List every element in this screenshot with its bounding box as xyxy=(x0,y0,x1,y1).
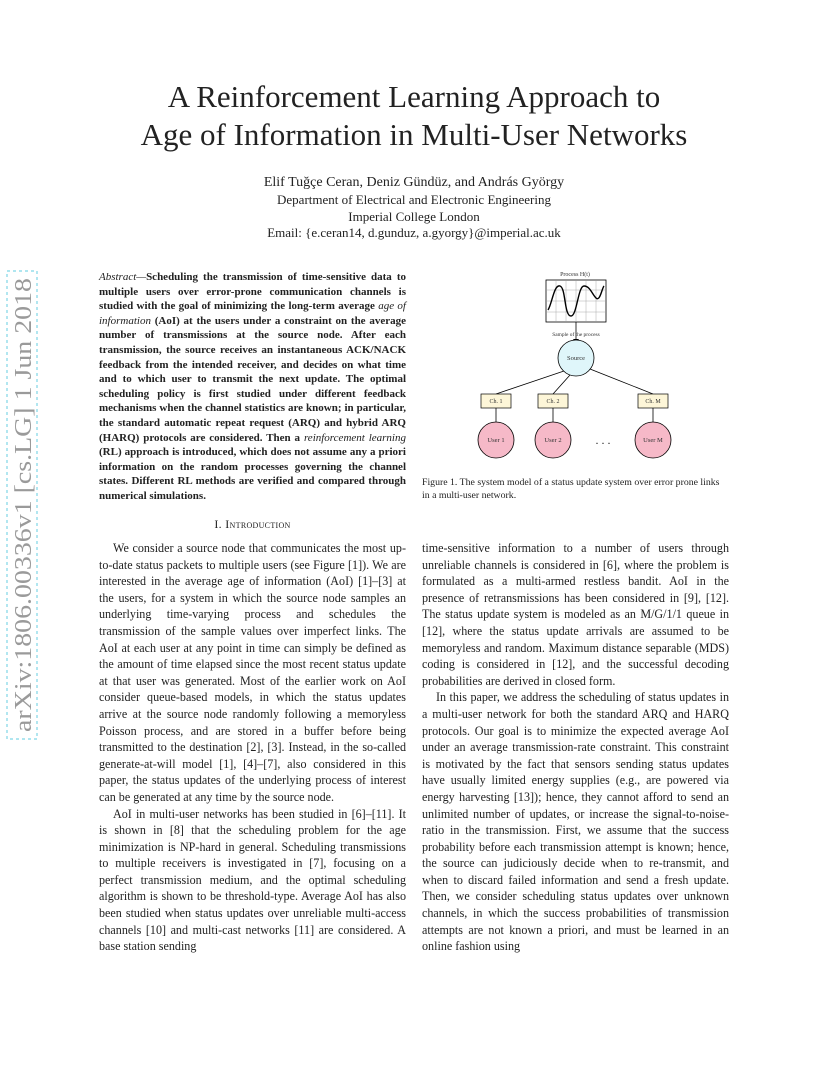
author-list: Elif Tuğçe Ceran, Deniz Gündüz, and András György xyxy=(263,175,565,190)
intro-left-column xyxy=(99,540,406,955)
source-label: Source xyxy=(566,355,586,362)
right-paragraph-1: time-sensitive information to a number of users through unreliable channels is considered in [6], where the problem is formulated as a multi-armed restless bandit. AoI in the presence of retransmissions has been considered in [9], [12]. The status update system is modeled as an M/G/1/1 queue in [12], where the status update arrivals are assumed to be memoryless and random. Maximum distance separable (MDS) coding is considered in [12], and the successful decoding probabilities are derived in closed form. xyxy=(422,541,729,688)
arxiv-id-text: arXiv:1806.00336v1 [cs.LG] 1 Jun 2018 xyxy=(11,341,37,732)
department: Department of Electrical and Electronic Engineering xyxy=(277,192,551,207)
channel-label-m: Ch. M xyxy=(645,399,661,405)
figure-caption: Figure 1. The system model of a status update system over error prone links in a multi-user network. xyxy=(422,477,720,501)
intro-paragraph-1: We consider a source node that communicates the most up-to-date status packets to multiple users (see Figure [1]). We are interested in the average age of information (AoI) [1]–[3] at the users, for a system in which the source node samples an underlying time-varying process and schedules the transmission of the sample values over imperfect links. The AoI at each user at any point in time can simply be defined as the amount of time elapsed since the most recent status update at that user was generated. Most of the earlier work on AoI consider queue-based models, in which the status updates arrive at the source node randomly following a memoryless Poisson process, and are stored in a buffer before being transmitted to the destination [2], [3]. Instead, in the so-called generate-at-will model [1], [4]–[7], also considered in this paper, the status updates of the underlying process of interest can be generated at any time by the source node. xyxy=(99,541,406,804)
intro-right-column xyxy=(422,540,729,955)
links xyxy=(496,369,653,425)
ellipsis-dots: . . . xyxy=(595,433,611,447)
arxiv-identifier-stamp xyxy=(4,270,40,740)
abstract-text-1: Scheduling the transmission of time-sensitive data to multiple users over error-prone communication channels is studied with the goal of minimizing the long-term average xyxy=(99,271,406,313)
abstract-text-2: (AoI) at the users under a constraint on the average number of transmissions at the source node. After each transmission, the source receives an instantaneous ACK/NACK feedback from the intended receiver, and decides on what time and to which user to transmit the next update. The optimal scheduling policy is first studied under different feedback mechanisms when the channel statistics are known; in particular, the standard automatic repeat request (ARQ) and hybrid ARQ (HARQ) protocols are considered. Then a xyxy=(99,314,406,444)
user-label-m: User M xyxy=(643,437,663,444)
user-label-1: User 1 xyxy=(487,437,505,444)
abstract-label: Abstract— xyxy=(99,271,147,283)
system-model-figure xyxy=(466,268,716,470)
title-line-2: Age of Information in Multi-User Networks xyxy=(140,117,688,152)
college: Imperial College London xyxy=(348,208,480,224)
process-label: Process H(t) xyxy=(560,272,590,278)
channel-label-1: Ch. 1 xyxy=(489,399,503,405)
abstract xyxy=(99,270,406,504)
abstract-text-3: (RL) approach is introduced, which does not assume any a priori information on the random processes governing the channel states. Different RL methods are verified and compared through numerical simulations. xyxy=(99,446,406,502)
abstract-term-aoi: age of information xyxy=(99,300,406,327)
user-label-2: User 2 xyxy=(544,437,562,444)
affiliation-block xyxy=(60,192,768,242)
email: Email: {e.ceran14, d.gunduz, a.gyorgy}@imperial.ac.uk xyxy=(267,225,561,240)
title-line-1: A Reinforcement Learning Approach to xyxy=(167,79,661,114)
paper-title xyxy=(60,78,768,154)
intro-paragraph-2: AoI in multi-user networks has been studied in [6]–[11]. It is shown in [8] that the scheduling problem for the age minimization is NP-hard in general. Scheduling transmissions to multiple receivers is investigated in [7], focusing on a perfect transmission medium, and the optimal scheduling algorithm is shown to be threshold-type. Average AoI has also been studied when status updates over unreliable multi-access channels [10] and multi-cast networks [11] are considered. A base station sending xyxy=(99,806,406,954)
abstract-term-rl: reinforcement learning xyxy=(303,431,406,444)
section-heading: I. Introduction xyxy=(214,517,291,531)
channel-label-2: Ch. 2 xyxy=(546,399,560,405)
sample-label: Sample of the process xyxy=(552,332,600,338)
right-paragraph-2: In this paper, we address the scheduling of status updates in a multi-user network for both the standard ARQ and HARQ protocols. Our goal is to minimize the expected average AoI under an average transmission-rate constraint. This constraint is motivated by the fact that sensors sending status updates have usually limited energy supplies (e.g., are powered via energy harvesting [13]); hence, they cannot afford to send an unlimited number of updates, or increase the signal-to-noise-ratio in the transmission. First, we assume that the success probability before each transmission attempt is known; hence, the source can judiciously decide when to re-transmit, and when to discard failed information and send a fresh update. Then, we consider scheduling status updates over unknown channels, in which the success probabilities of transmission attempts are not known a priori, and must be learned in an online fashion using xyxy=(422,690,729,954)
